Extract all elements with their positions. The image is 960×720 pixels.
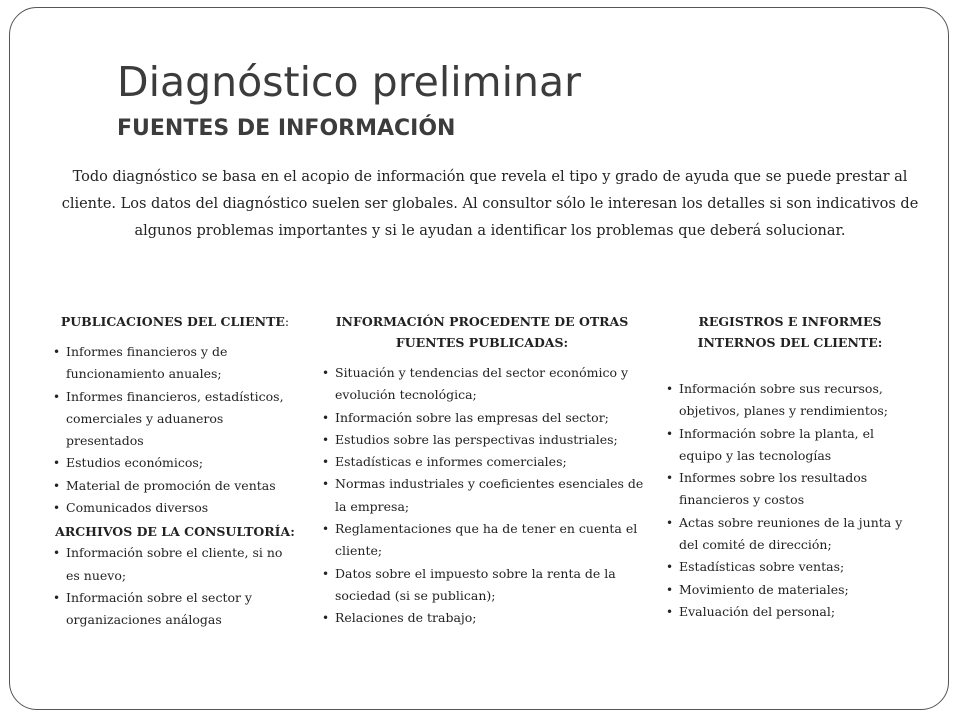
- list-item: • Estadísticas e informes comerciales;: [320, 451, 644, 473]
- bullet-list: [51, 341, 299, 519]
- bullet-list: [51, 542, 299, 631]
- list-item: • Evaluación del personal;: [664, 601, 916, 623]
- column-heading: REGISTROS E INFORMES INTERNOS DEL CLIENTE:: [697, 314, 883, 350]
- bullet-list: [320, 362, 644, 630]
- column-client-publications: [51, 311, 299, 632]
- list-item: • Información sobre las empresas del sector;: [320, 407, 644, 429]
- column-heading: PUBLICACIONES DEL CLIENTE:: [60, 314, 290, 329]
- list-item: • Datos sobre el impuesto sobre la renta de la sociedad (si se publican);: [320, 563, 644, 608]
- list-item: • Comunicados diversos: [51, 497, 299, 519]
- intro-paragraph: Todo diagnóstico se basa en el acopio de información que revela el tipo y grado de ayuda que se puede prestar al cliente. Los datos del diagnóstico suelen ser globales. Al consultor sólo le interesan los detalles si son indicativos de algunos problemas importantes y si le ayudan a identificar los problemas que deberá solucionar.: [61, 169, 919, 239]
- list-item: • Relaciones de trabajo;: [320, 607, 644, 629]
- list-item: • Material de promoción de ventas: [51, 475, 299, 497]
- column-heading: ARCHIVOS DE LA CONSULTORÍA:: [55, 524, 295, 540]
- list-item: • Estadísticas sobre ventas;: [664, 556, 916, 578]
- list-item: • Normas industriales y coeficientes esenciales de la empresa;: [320, 473, 644, 518]
- column-heading: INFORMACIÓN PROCEDENTE DE OTRAS FUENTES PUBLICADAS:: [335, 314, 629, 350]
- list-item: • Estudios económicos;: [51, 452, 299, 474]
- list-item: • Información sobre sus recursos, objetivos, planes y rendimientos;: [664, 378, 916, 423]
- slide-title: Diagnóstico preliminar: [117, 58, 581, 106]
- column-other-published-sources: [320, 311, 644, 630]
- list-item: • Información sobre el sector y organizaciones análogas: [51, 587, 299, 632]
- list-item: • Situación y tendencias del sector económico y evolución tecnológica;: [320, 362, 644, 407]
- list-item: • Movimiento de materiales;: [664, 579, 916, 601]
- list-item: • Informes financieros y de funcionamiento anuales;: [51, 341, 299, 386]
- bullet-list: [664, 378, 916, 623]
- list-item: • Información sobre el cliente, si no es nuevo;: [51, 542, 299, 587]
- section-consultancy-archives: [51, 521, 299, 631]
- list-item: • Estudios sobre las perspectivas industriales;: [320, 429, 644, 451]
- list-item: • Reglamentaciones que ha de tener en cuenta el cliente;: [320, 518, 644, 563]
- list-item: • Informes financieros, estadísticos, comerciales y aduaneros presentados: [51, 386, 299, 453]
- column-internal-records: [664, 311, 916, 623]
- list-item: • Información sobre la planta, el equipo y las tecnologías: [664, 423, 916, 468]
- list-item: • Actas sobre reuniones de la junta y del comité de dirección;: [664, 512, 916, 557]
- slide-subtitle: FUENTES DE INFORMACIÓN: [117, 116, 456, 141]
- list-item: • Informes sobre los resultados financieros y costos: [664, 467, 916, 512]
